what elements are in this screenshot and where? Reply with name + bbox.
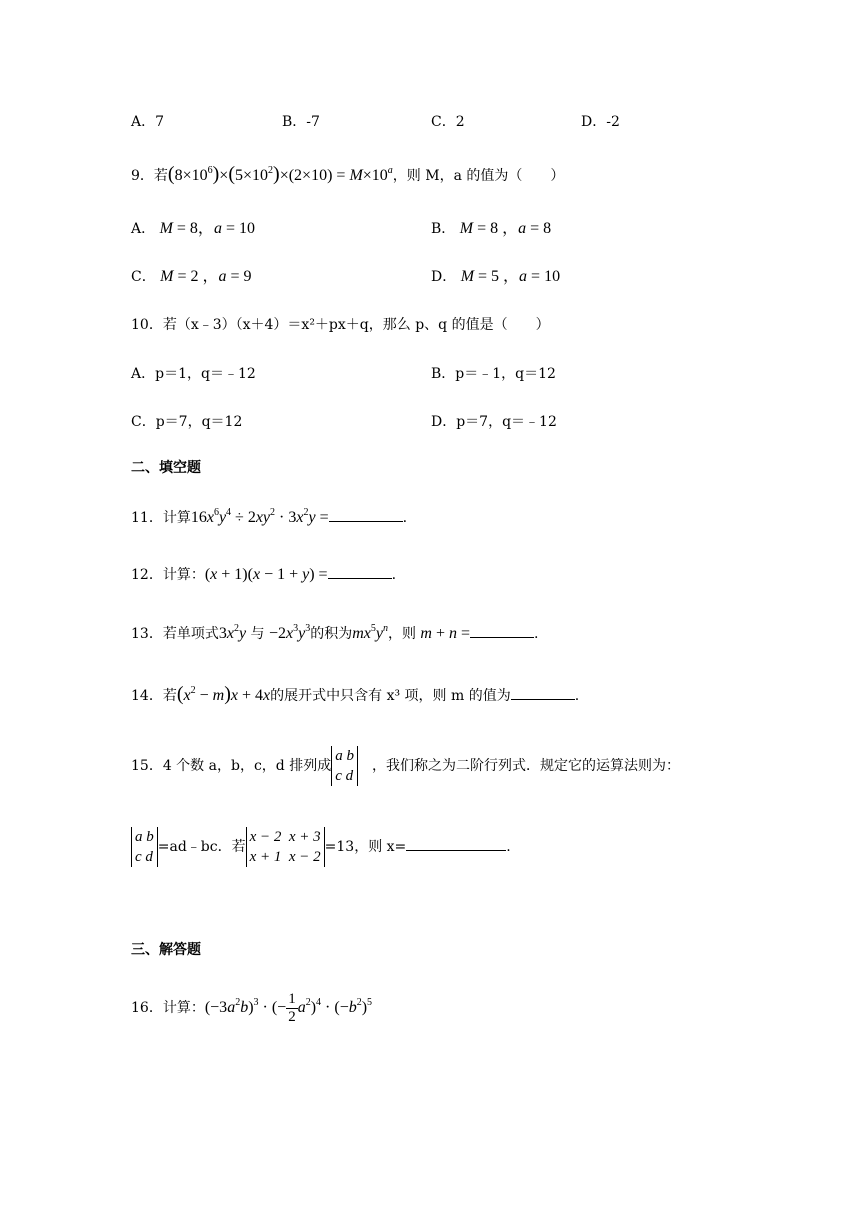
q9-number: 9． [131,168,154,184]
q15-determinant-rule: a b c d [131,827,158,867]
question-13: 13．若单项式$3x^2y$ 与 $-2x^3y^3$的积为$mx^5y^n$，则 m + n = . [131,623,539,642]
q9-option-a: A． M = 8，a = 10 [131,220,255,237]
q9-option-c: C． M = 2 ，a = 9 [131,268,252,285]
q15-determinant-x: x − 2 x + 3 x + 1 x − 2 [246,827,325,867]
q10-option-c: C．p＝7，q＝12 [131,414,243,430]
q13-answer-blank[interactable] [470,625,534,638]
section-fill-in-heading: 二、填空题 [131,460,201,476]
question-16: 16．计算：$(-3a^2b)^3$ · (− $\frac{1}{2}$ $a^2)^4 \cdot (-b^2)^5$ [131,990,373,1025]
q15-determinant-abcd: a b c d [331,746,358,786]
q8-option-b: B．-7 [282,114,320,130]
q9-prefix: 若 [153,168,168,184]
q11-answer-blank[interactable] [329,509,403,522]
q8-option-c: C．2 [431,114,465,130]
q12-answer-blank[interactable] [328,566,392,579]
q11-formula: $16x^6y^4 \div 2xy^2 \cdot 3x^2y$ = [190,507,329,526]
q10-option-a: A．p＝1，q＝﹣12 [131,366,256,382]
section-solve-heading: 三、解答题 [131,942,201,958]
q16-fraction: $\frac{1}{2}$ [288,990,296,1025]
q10-option-d: D．p＝7，q＝﹣12 [431,414,557,430]
q16-formula: $(-3a^2b)^3$ · (− $\frac{1}{2}$ $a^2)^4 \cdot (-b^2)^5$ [204,990,373,1025]
q9-suffix: ，则 M，a 的值为（ ） [392,168,565,184]
q9-formula: $(8\times 10^6)\times(5\times 10^2)\times(2\times 10) = M\times 10^a$ [167,163,393,185]
q12-formula: (x + 1)(x − 1 + y) = [204,566,328,583]
q9-option-d: D． M = 5 ，a = 10 [431,268,561,285]
q8-option-d: D．-2 [581,114,620,130]
q9-option-b: B． M = 8 ，a = 8 [431,220,552,237]
q15-answer-blank[interactable] [406,838,506,851]
question-12: 12．计算：(x + 1)(x − 1 + y) = . [131,566,397,583]
question-15-rule: a b c d =ad﹣bc．若 x − 2 x + 3 x + 1 x − 2 =13，则 x= . [131,826,511,868]
q8-option-a: A．7 [131,114,165,130]
question-14: 14．若$(x^2 - m)x + 4x$的展开式中只含有 x³ 项，则 m 的值为 . [131,683,580,705]
question-15: 15．4 个数 a，b，c，d 排列成 a b c d ，我们称之为二阶行列式．规定它的运算法则为： [131,748,680,784]
question-11: 11．计算$16x^6y^4 \div 2xy^2 \cdot 3x^2y$ = . [131,507,408,526]
q14-answer-blank[interactable] [511,687,575,700]
question-10: 10．若（x﹣3）（x＋4）＝x²＋px＋q，那么 p、q 的值是（ ） [131,317,550,333]
question-9 [131,164,564,186]
q10-option-b: B．p＝﹣1，q＝12 [431,366,556,382]
